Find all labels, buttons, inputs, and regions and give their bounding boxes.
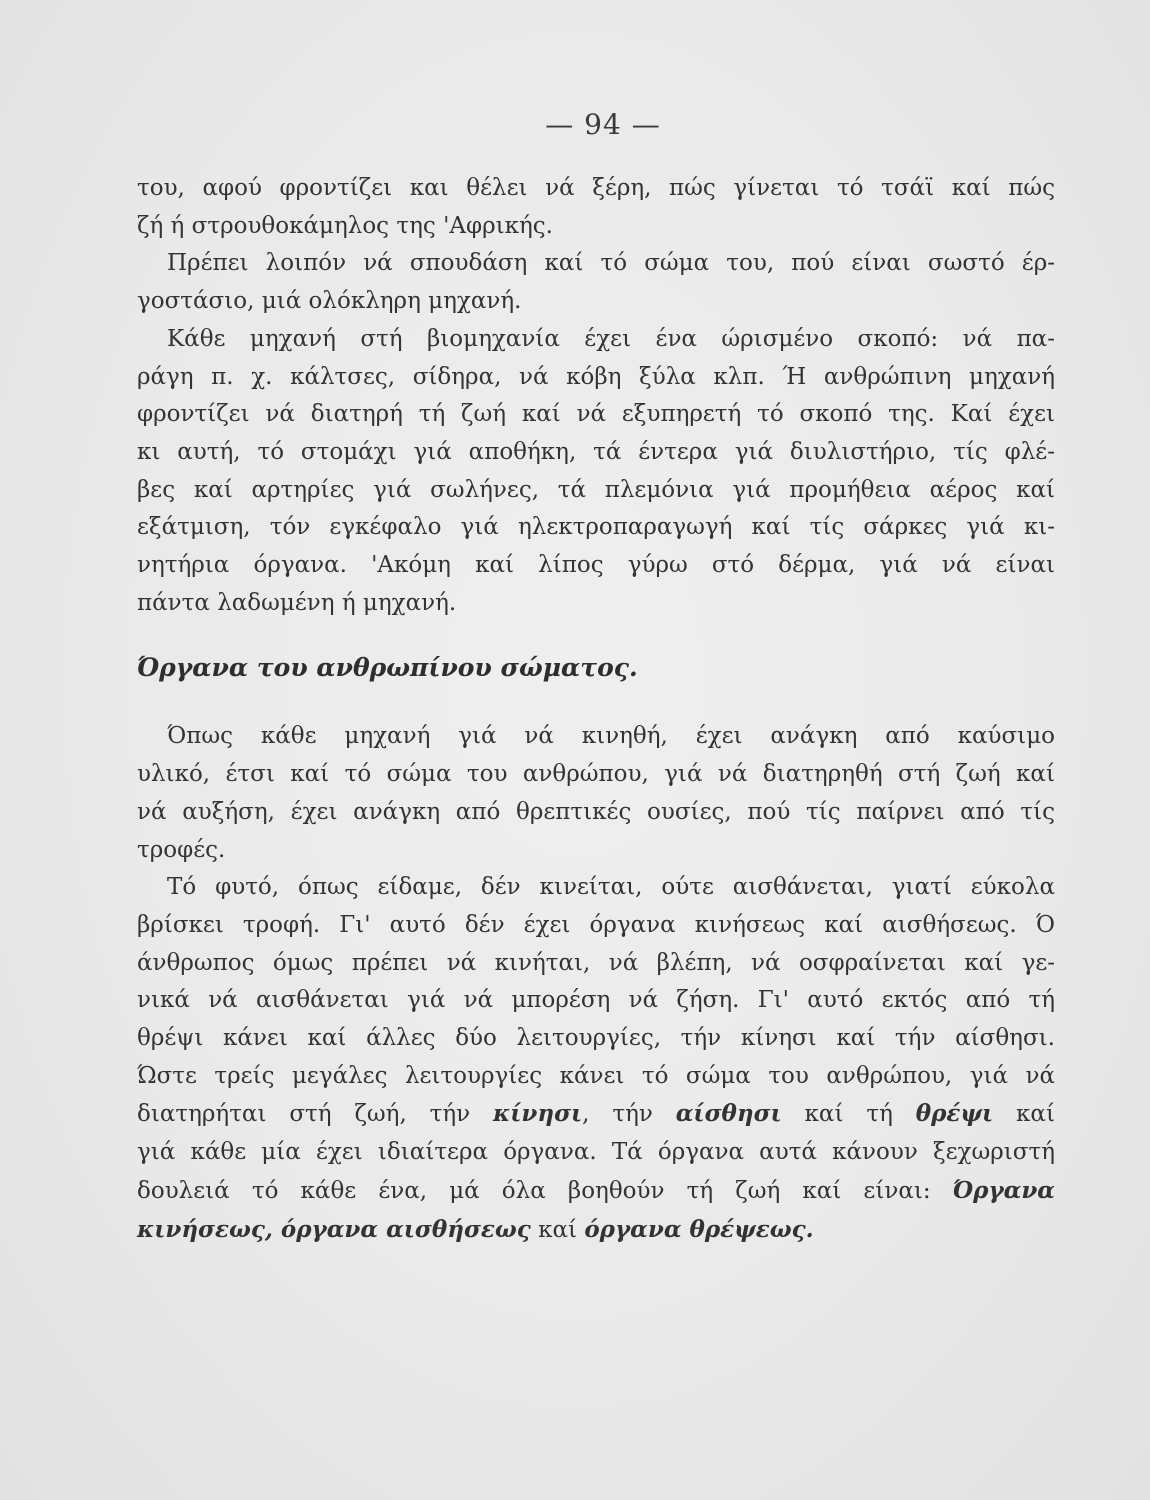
text-line: ζή ή στρουθοκάμηλος της 'Αφρικής.: [137, 212, 553, 239]
text-line: θρέψι κάνει καί άλλες δύο λειτουργίες, τήν κίνησι καί τήν αίσθησι.: [137, 1025, 1055, 1052]
text-line: Κάθε μηχανή στή βιομηχανία έχει ένα ώρισμένο σκοπό: νά πα-: [167, 325, 1055, 352]
text-line-emphasis: [137, 1172, 1055, 1211]
text-line: φροντίζει νά διατηρή τή ζωή καί νά εξυπηρετή τό σκοπό της. Καί έχει: [137, 401, 1055, 428]
emphasis-organ-types: κινήσεως, όργανα αισθήσεως: [137, 1215, 531, 1243]
text-line: νητήρια όργανα. 'Ακόμη καί λίπος γύρω στό δέρμα, γιά νά είναι: [137, 552, 1055, 579]
text-run: , τήν: [582, 1101, 676, 1128]
emphasis-organs: Όργανα: [952, 1176, 1055, 1204]
paragraph-4: [137, 718, 1055, 869]
text-line-emphasis: [137, 1095, 1055, 1134]
page-number: — 94 —: [545, 108, 661, 141]
emphasis-movement: κίνησι: [493, 1100, 583, 1128]
text-line: νικά νά αισθάνεται γιά νά μπορέση νά ζήση. Γι' αυτό εκτός από τή: [137, 987, 1055, 1014]
text-line: βες καί αρτηρίες γιά σωλήνες, τά πλεμόνια γιά προμήθεια αέρος καί: [137, 476, 1055, 503]
text-run: καί: [993, 1101, 1055, 1128]
text-line: Ώστε τρείς μεγάλες λειτουργίες κάνει τό σώμα του ανθρώπου, γιά νά: [137, 1062, 1055, 1089]
paragraph-1: [137, 170, 1055, 245]
text-line: Όπως κάθε μηχανή γιά νά κινηθή, έχει ανάγκη από καύσιμο: [167, 723, 1055, 750]
text-run: καί: [530, 1216, 585, 1243]
text-line: κι αυτή, τό στομάχι γιά αποθήκη, τά έντερα γιά διυλιστήριο, τίς φλέ-: [137, 438, 1055, 465]
text-line: υλικό, έτσι καί τό σώμα του ανθρώπου, γιά νά διατηρηθή στή ζωή καί: [137, 761, 1055, 788]
text-line: τροφές.: [137, 836, 226, 863]
text-line: νά αυξήση, έχει ανάγκη από θρεπτικές ουσίες, πού τίς παίρνει από τίς: [137, 798, 1055, 825]
emphasis-nutrition-organs: όργανα θρέψεως.: [584, 1215, 814, 1243]
body-text: [137, 170, 1055, 1249]
text-line: γιά κάθε μία έχει ιδιαίτερα όργανα. Τά όργανα αυτά κάνουν ξεχωριστή: [137, 1139, 1055, 1166]
paragraph-5: [137, 869, 1055, 1249]
text-line: ράγη π. χ. κάλτσες, σίδηρα, νά κόβη ξύλα κλπ. Ή ανθρώπινη μηχανή: [137, 363, 1055, 390]
text-line: του, αφού φροντίζει και θέλει νά ξέρη, πώς γίνεται τό τσάϊ καί πώς: [137, 175, 1055, 201]
text-line: γοστάσιο, μιά ολόκληρη μηχανή.: [137, 288, 522, 315]
paragraph-2: [137, 245, 1055, 320]
text-run: διατηρήται στή ζωή, τήν: [137, 1101, 494, 1128]
text-line: πάντα λαδωμένη ή μηχανή.: [137, 589, 457, 616]
text-run: καί τή: [781, 1101, 916, 1128]
text-line: άνθρωπος όμως πρέπει νά κινήται, νά βλέπη, νά οσφραίνεται καί γε-: [137, 949, 1055, 976]
text-line: Τό φυτό, όπως είδαμε, δέν κινείται, ούτε αισθάνεται, γιατί εύκολα: [167, 874, 1055, 901]
paragraph-3: [137, 321, 1055, 623]
text-line: βρίσκει τροφή. Γι' αυτό δέν έχει όργανα κινήσεως καί αισθήσεως. Ό: [137, 911, 1055, 938]
text-line: εξάτμιση, τόν εγκέφαλο γιά ηλεκτροπαραγωγή καί τίς σάρκες γιά κι-: [137, 514, 1055, 541]
text-line: Πρέπει λοιπόν νά σπουδάση καί τό σώμα του, πού είναι σωστό έρ-: [167, 250, 1055, 277]
section-heading: Όργανα του ανθρωπίνου σώματος.: [137, 653, 638, 683]
emphasis-sensation: αίσθησι: [675, 1100, 782, 1128]
text-run: δουλειά τό κάθε ένα, μά όλα βοηθούν τή ζωή καί είναι:: [137, 1177, 953, 1204]
text-line-emphasis: [137, 1211, 1055, 1250]
emphasis-nutrition: θρέψι: [915, 1100, 994, 1128]
